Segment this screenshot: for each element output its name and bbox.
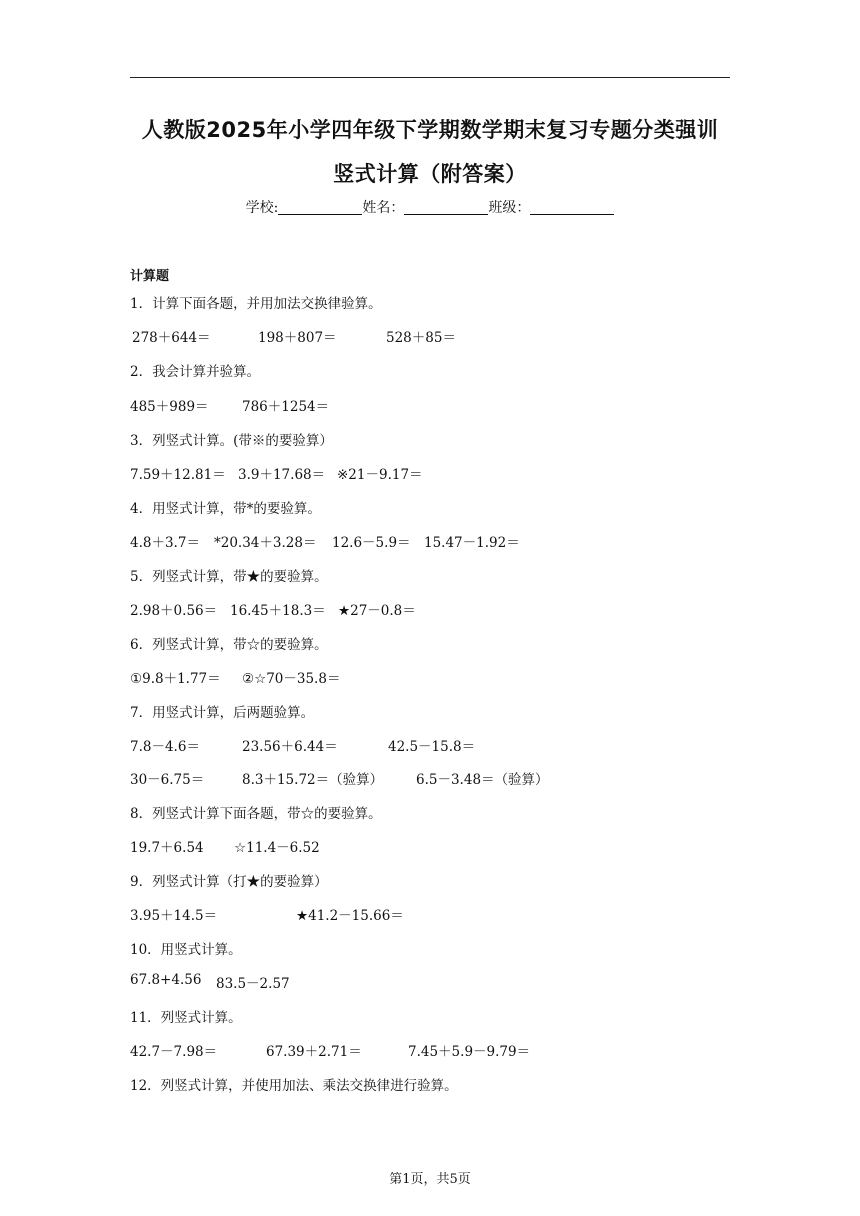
expression: 278＋644＝ — [132, 330, 211, 346]
expression: ☆11.4－6.52 — [234, 840, 320, 856]
problem-9-prompt: 9．列竖式计算（打★的要验算） — [130, 874, 328, 890]
section-heading: 计算题 — [130, 269, 170, 284]
school-label: 学校: — [245, 200, 279, 216]
expression: 7.45＋5.9－9.79＝ — [408, 1044, 531, 1060]
expression: ★41.2－15.66＝ — [296, 908, 404, 924]
expression: 485＋989＝ — [130, 399, 209, 415]
problem-1-prompt: 1．计算下面各题，并用加法交换律验算。 — [130, 296, 382, 312]
expression: 2.98＋0.56＝ — [130, 603, 218, 619]
problem-5-prompt: 5．列竖式计算，带★的要验算。 — [130, 569, 328, 585]
expression: 3.95＋14.5＝ — [130, 908, 218, 924]
problem-4-prompt: 4．用竖式计算，带*的要验算。 — [130, 501, 321, 517]
expression: 7.8－4.6＝ — [130, 739, 200, 755]
expression: 8.3＋15.72＝（验算） — [242, 772, 384, 788]
expression: 16.45＋18.3＝ — [230, 603, 326, 619]
student-info-line — [0, 197, 860, 217]
expression: 3.9＋17.68＝ — [238, 467, 326, 483]
expression: 6.5－3.48＝（验算） — [416, 772, 549, 788]
expression: ★27－0.8＝ — [338, 603, 416, 619]
name-label: 姓名： — [362, 200, 405, 216]
document-title: 人教版2025年小学四年级下学期数学期末复习专题分类强训 — [141, 118, 719, 142]
expression: 198＋807＝ — [258, 330, 337, 346]
problem-11-prompt: 11．列竖式计算。 — [130, 1010, 242, 1026]
problem-6-prompt: 6．列竖式计算，带☆的要验算。 — [130, 637, 328, 653]
problem-8-prompt: 8．列竖式计算下面各题，带☆的要验算。 — [130, 806, 382, 822]
expression: 15.47－1.92＝ — [424, 535, 520, 551]
expression: ※21－9.17＝ — [337, 467, 423, 483]
expression: ①9.8＋1.77＝ — [130, 671, 221, 687]
expression: 67.8+4.56 — [130, 972, 202, 988]
problem-3-prompt: 3．列竖式计算。(带※的要验算） — [130, 433, 333, 449]
class-label: 班级： — [488, 200, 531, 216]
expression: 4.8＋3.7＝ — [130, 535, 200, 551]
school-blank — [278, 200, 362, 215]
expression: 12.6－5.9＝ — [332, 535, 411, 551]
problem-10-prompt: 10．用竖式计算。 — [130, 942, 242, 958]
expression: 83.5－2.57 — [216, 976, 290, 992]
expression: 7.59＋12.81＝ — [130, 467, 226, 483]
expression: 42.7－7.98＝ — [130, 1044, 218, 1060]
expression: ②☆70－35.8＝ — [242, 671, 341, 687]
expression: *20.34＋3.28＝ — [214, 535, 317, 551]
expression: 19.7＋6.54 — [130, 840, 204, 856]
problem-2-prompt: 2．我会计算并验算。 — [130, 364, 261, 380]
expression: 67.39＋2.71＝ — [266, 1044, 362, 1060]
expression: 23.56＋6.44＝ — [242, 739, 338, 755]
expression: 42.5－15.8＝ — [388, 739, 476, 755]
problem-7-prompt: 7．用竖式计算，后两题验算。 — [130, 705, 315, 721]
problem-12-prompt: 12．列竖式计算，并使用加法、乘法交换律进行验算。 — [130, 1078, 458, 1094]
page-number: 第1页，共5页 — [389, 1172, 471, 1187]
class-blank — [530, 200, 614, 215]
document-subtitle: 竖式计算（附答案） — [333, 162, 527, 186]
expression: 30－6.75＝ — [130, 772, 205, 788]
expression: 786＋1254＝ — [242, 399, 330, 415]
name-blank — [404, 200, 488, 215]
expression: 528＋85＝ — [386, 330, 456, 346]
header-rule — [130, 77, 730, 78]
